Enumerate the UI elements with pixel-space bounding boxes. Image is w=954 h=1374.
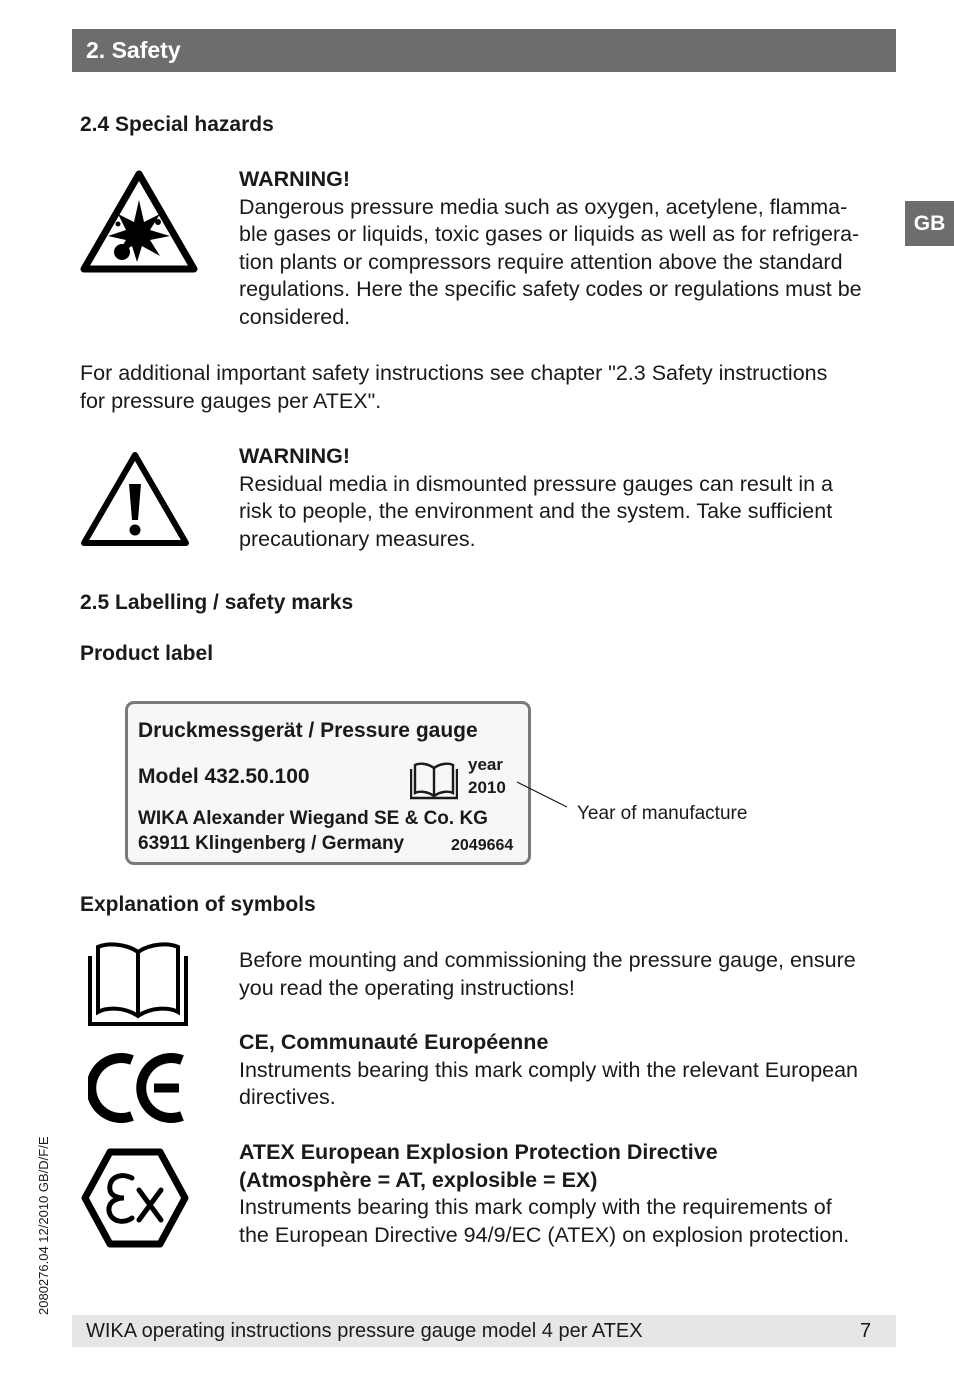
explosion-warning-icon [80, 170, 198, 273]
label-product-name: Druckmessgerät / Pressure gauge [138, 719, 478, 742]
text-line: for pressure gauges per ATEX". [80, 388, 382, 413]
general-warning-icon [80, 450, 190, 548]
document-code: 2080276.04 12/2010 GB/D/F/E [36, 1136, 51, 1315]
footer-title: WIKA operating instructions pressure gauge model 4 per ATEX [86, 1320, 643, 1342]
section-heading-special-hazards: 2.4 Special hazards [80, 113, 274, 136]
symbol-description-book [239, 947, 899, 1002]
ce-mark-icon [88, 1052, 188, 1124]
warning-title: WARNING! [239, 444, 351, 468]
text-line: tion plants or compressors require attention above the standard [239, 249, 843, 274]
page-number: 7 [860, 1320, 872, 1342]
label-serial: 2049664 [451, 837, 514, 854]
warning-title: WARNING! [239, 167, 351, 191]
book-icon [87, 940, 190, 1028]
text-line: the European Directive 94/9/EC (ATEX) on explosion protection. [239, 1222, 850, 1247]
language-tab-gb[interactable]: GB [905, 201, 954, 246]
label-model: Model 432.50.100 [138, 765, 310, 788]
product-label-plate [125, 701, 531, 865]
text-line: Residual media in dismounted pressure gauges can result in a [239, 471, 833, 496]
symbol-description-ex [239, 1139, 899, 1249]
text-line: you read the operating instructions! [239, 975, 575, 1000]
text-line: regulations. Here the specific safety codes or regulations must be [239, 277, 862, 301]
section-heading-labelling: 2.5 Labelling / safety marks [80, 591, 354, 614]
warning-block-1 [239, 166, 899, 331]
label-company: WIKA Alexander Wiegand SE & Co. KG [138, 808, 488, 829]
label-year-value: 2010 [468, 778, 506, 797]
warning-block-2 [239, 443, 899, 553]
subheading-product-label: Product label [80, 642, 214, 665]
ex-mark-icon [80, 1148, 190, 1248]
callout-year-of-manufacture: Year of manufacture [577, 803, 748, 824]
symbol-title-ex: ATEX European Explosion Protection Directive [239, 1140, 718, 1164]
subheading-explanation-of-symbols: Explanation of symbols [80, 893, 316, 916]
additional-instructions [80, 360, 890, 415]
text-line: risk to people, the environment and the system. Take sufficient [239, 499, 833, 523]
page-title: 2. Safety [86, 37, 181, 63]
text-line: Before mounting and commissioning the pressure gauge, ensure [239, 948, 856, 972]
text-line: Instruments bearing this mark comply with the requirements of [239, 1195, 832, 1219]
book-icon [410, 760, 458, 800]
header-bar [72, 29, 896, 72]
text-line: ble gases or liquids, toxic gases or liquids as well as for refrigera- [239, 222, 860, 246]
label-address: 63911 Klingenberg / Germany [138, 833, 405, 854]
symbol-subtitle-ex: (Atmosphère = AT, explosible = EX) [239, 1167, 598, 1192]
text-line: considered. [239, 304, 351, 329]
text-line: Instruments bearing this mark comply with the relevant European [239, 1057, 859, 1082]
text-line: directives. [239, 1085, 336, 1109]
symbol-title-ce: CE, Communauté Européenne [239, 1030, 549, 1054]
text-line: For additional important safety instructions see chapter "2.3 Safety instructions [80, 361, 828, 385]
text-line: Dangerous pressure media such as oxygen, acetylene, flamma- [239, 194, 848, 219]
text-line: precautionary measures. [239, 526, 476, 551]
label-year-caption: year [468, 755, 503, 774]
symbol-description-ce [239, 1029, 899, 1112]
callout-line [515, 780, 575, 810]
